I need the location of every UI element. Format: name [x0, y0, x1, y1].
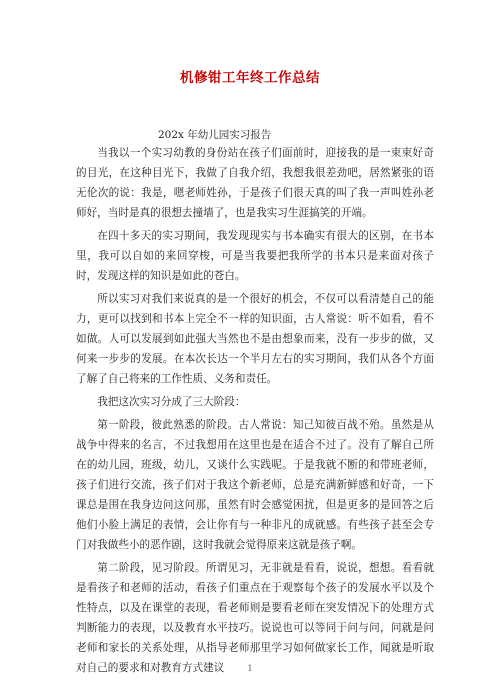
document-body — [76, 143, 434, 681]
document-subtitle: 202x 年幼儿园实习报告 — [158, 129, 272, 141]
paragraph: 所以实习对我们来说真的是一个很好的机会，不仅可以看清楚自己的能力，更可以找到和书本上完全不一样的知识面，古人常说：听不如看，看不如做。人可以发展到如此强大当然也不是由想象而来，没有一步步的做，又何来一步步的发展。在本次长达一个半月左右的实习期间，我们从各个方面了解了自己将来的工作性质、义务和责任。 — [76, 293, 434, 385]
paragraph: 在四十多天的实习期间，我发现现实与书本确实有很大的区别，在书本里，我可以自如的来回穿梭，可是当我要把我所学的书本只是来面对孩子时，发现这样的知识是如此的苍白。 — [76, 230, 434, 282]
page-number: 1 — [247, 664, 253, 673]
paragraph: 当我以一个实习幼教的身份站在孩子们面前时，迎接我的是一束束好奇的目光，在这种目光下，我做了自我介绍，我想我很差劲吧，居然紧张的语无伦次的说：我是，嗯老师姓孙，于是孩子们很天真的叫了我一声叫姓孙老师好，当时是真的很想去撞墙了，也是我实习生涯搞笑的开端。 — [76, 147, 434, 219]
paragraph: 我把这次实习分成了三大阶段： — [97, 396, 246, 408]
paragraph: 第二阶段，见习阶段。所谓见习，无非就是看看，说说，想想。看看就是看孩子和老师的活动，看孩子们重点在于观察每个孩子的发展水平以及个性特点，以及在课堂的表现，看老师则是要看老师在突发情况下的处理方式判断能力的表现，以及教育水平技巧。说说也可以等同于问与问，问就是问老师和家长的关系处理，从指导老师那里学习如何做家长工作，闻就是听取对自己的要求和对教育方式建议 — [76, 562, 434, 674]
paragraph: 第一阶段，彼此熟悉的阶段。古人常说：知己知彼百战不殆。虽然是从战争中得来的名言，不过我想用在这里也是在适合不过了。没有了解自己所在的幼儿园，班级，幼儿，又谈什么实践呢。于是我就不断的和带班老师，孩子们进行交流，孩子们对于我这个新老师，总是充满新鲜感和好奇，一下课总是围在我身边问这问那，虽然有时会感觉困扰，但是更多的是回答之后他们小脸上满足的表情，会让你有与一种非凡的成就感。有些孩子甚至会专门对我做些小的恶作剧，这时我就会觉得原来这就是孩子啊。 — [76, 419, 434, 551]
document-title: 机修钳工年终工作总结 — [180, 70, 320, 86]
